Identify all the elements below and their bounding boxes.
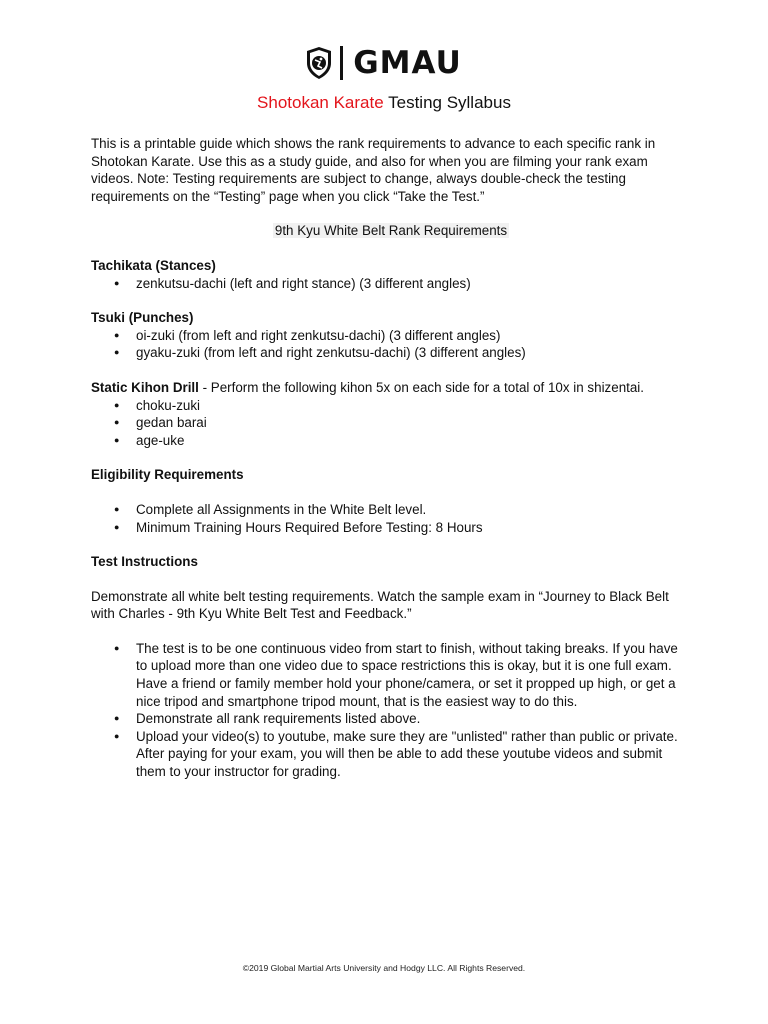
copyright-footer: ©2019 Global Martial Arts University and Hodgy LLC. All Rights Reserved.	[242, 963, 526, 973]
list-item: ● zenkutsu-dachi (left and right stance) (3 different angles)	[91, 275, 691, 293]
kihon-title: Static Kihon Drill	[91, 379, 199, 395]
list-item: ● choku-zuki	[91, 397, 691, 415]
tachikata-list	[91, 275, 691, 293]
instructions-list	[91, 640, 691, 781]
list-item: ● gyaku-zuki (from left and right zenkutsu-dachi) (3 different angles)	[91, 344, 691, 362]
eligibility-list	[91, 501, 691, 536]
list-item: ● gedan barai	[91, 414, 691, 432]
title-accent: Shotokan Karate	[257, 93, 384, 112]
list-item: ● age-uke	[91, 432, 691, 450]
logo-brand-text: GMAU	[353, 44, 462, 81]
logo-divider	[340, 46, 343, 80]
intro-paragraph: This is a printable guide which shows the rank requirements to advance to each specific rank in Shotokan Karate. Use this as a study guide, and also for when you are filming your rank exam videos. Note: Testing requirements are subject to change, always double-check the testing requirements on the “Testing” page when you click “Take the Test.”	[91, 136, 656, 204]
page-title	[0, 93, 768, 113]
list-item: ● Demonstrate all rank requirements listed above.	[91, 710, 691, 728]
document-body	[91, 135, 691, 781]
title-rest: Testing Syllabus	[388, 93, 511, 112]
kihon-desc: - Perform the following kihon 5x on each side for a total of 10x in shizentai.	[198, 379, 644, 395]
tachikata-title: Tachikata (Stances)	[91, 257, 216, 273]
rank-heading-text: 9th Kyu White Belt Rank Requirements	[274, 223, 508, 239]
instructions-paragraph: Demonstrate all white belt testing requirements. Watch the sample exam in “Journey to Black Belt with Charles - 9th Kyu White Belt Test and Feedback.”	[91, 588, 669, 622]
list-item: ● Complete all Assignments in the White Belt level.	[91, 501, 691, 519]
kihon-list	[91, 397, 691, 450]
list-item: ● Minimum Training Hours Required Before Testing: 8 Hours	[91, 519, 691, 537]
rank-heading	[91, 222, 691, 240]
list-item: ● Upload your video(s) to youtube, make sure they are "unlisted" rather than public or private. After paying for your exam, you will then be able to add these youtube videos and submit them to your instructor for grading.	[91, 728, 691, 781]
list-item: ● The test is to be one continuous video from start to finish, without taking breaks. If you have to upload more than one video due to space restrictions this is okay, but it is one full exam. Have a friend or family member hold your phone/camera, or set it propped up high, or get a nice tripod and smartphone tripod mount, that is the easiest way to do this.	[91, 640, 691, 710]
instructions-title: Test Instructions	[91, 554, 198, 570]
eligibility-title: Eligibility Requirements	[91, 467, 244, 483]
tsuki-title: Tsuki (Punches)	[91, 310, 194, 326]
shield-karate-emblem-icon	[306, 46, 332, 80]
kihon-line	[91, 379, 691, 397]
gmau-logo	[0, 46, 768, 80]
tsuki-list	[91, 327, 691, 362]
list-item: ● oi-zuki (from left and right zenkutsu-dachi) (3 different angles)	[91, 327, 691, 345]
